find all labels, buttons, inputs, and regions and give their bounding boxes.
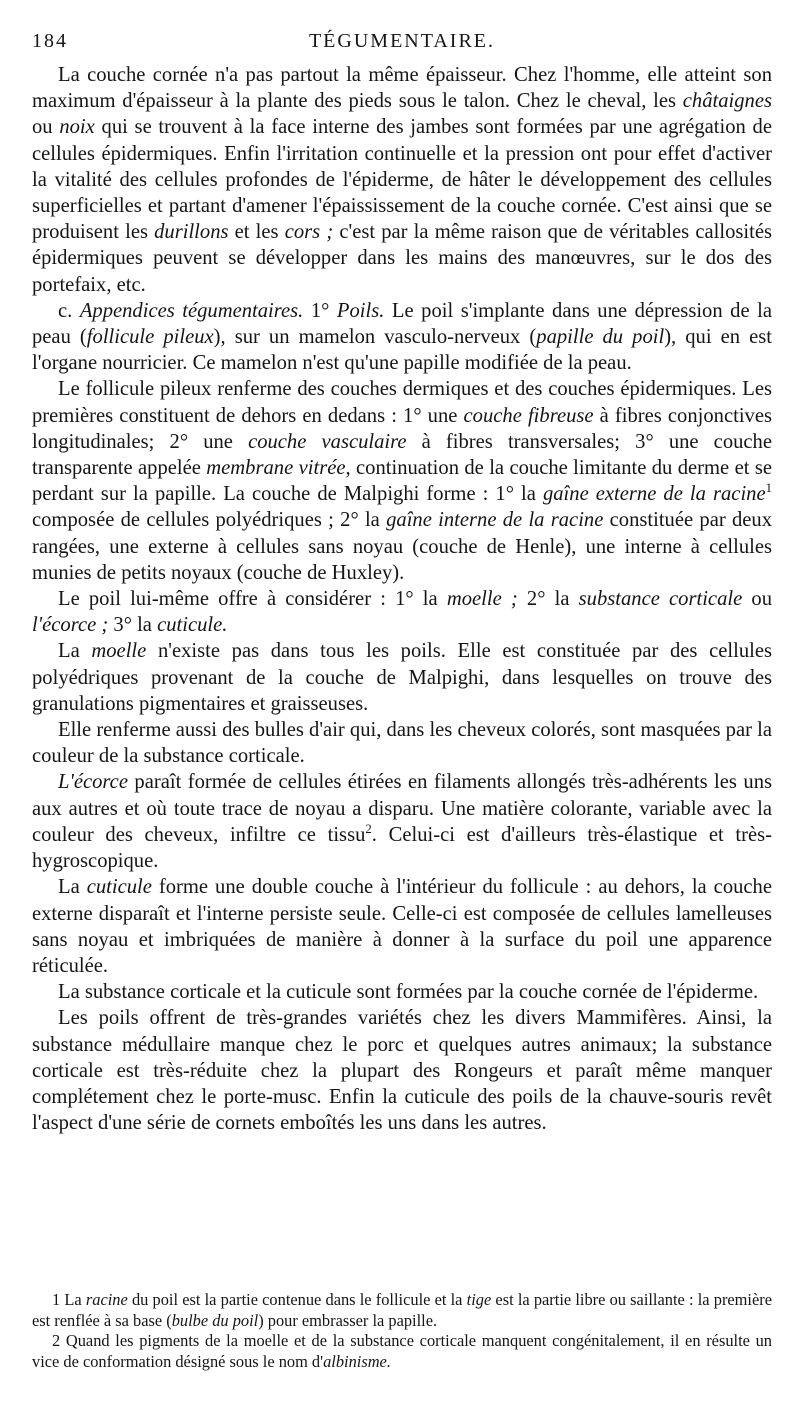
paragraph: Elle renferme aussi des bulles d'air qui, dans les cheveux colorés, sont masquées par la couleur de la substance corticale. <box>32 719 772 768</box>
italic-text: substance corticale <box>578 588 743 611</box>
running-title: TÉGUMENTAIRE. <box>308 30 496 52</box>
italic-text: gaîne externe de la racine <box>542 483 766 506</box>
italic-text: membrane vitrée <box>206 457 346 480</box>
italic-text: cors ; <box>284 221 334 244</box>
paragraph: Le follicule pileux renferme des couches dermiques et des couches épidermiques. Les premières constituent de dehors en dedans : 1° une couche fibreuse à fibres conjonctives longitudinales; 2° une couche vasculaire à fibres transversales; 3° une couche transparente appelée membrane vitrée, continuation de la couche limitante du derme et se perdant sur la papille. La couche de Malpighi forme : 1° la gaîne externe de la racine$^1$ composée de cellules polyédriques ; 2° la gaîne interne de la racine constituée par deux rangées, une externe à cellules sans noyau (couche de Henle), une interne à cellules munies de petits noyaux (couche de Huxley). <box>32 378 773 584</box>
italic-text: l'écorce ; <box>32 614 109 637</box>
footnote-reference: 2 <box>365 822 372 837</box>
italic-text: moelle <box>91 640 147 663</box>
paragraph: La moelle n'existe pas dans tous les poils. Elle est constituée par des cellules polyédriques provenant de la couche de Malpighi, dans lesquelles on trouve des granulations pigmentaires et graisseuses. <box>32 640 773 715</box>
italic-text: Appendices tégumentaires. <box>79 299 304 322</box>
paragraph: Les poils offrent de très-grandes variétés chez les divers Mammifères. Ainsi, la substance médullaire manque chez le porc et quelques autres animaux; la substance corticale est très-réduite chez la plupart des Rongeurs et paraît même manquer complétement chez le porte-musc. Enfin la cuticule des poils de la chauve-souris revêt l'aspect d'une série de cornets emboîtés les uns dans les autres. <box>32 1007 772 1135</box>
italic-text: châtaignes <box>682 90 772 113</box>
italic-text: follicule pileux <box>86 326 214 349</box>
italic-text: noix <box>59 116 95 139</box>
italic-text: moelle ; <box>446 588 518 611</box>
italic-text: racine <box>85 1290 128 1309</box>
main-text <box>32 62 772 1136</box>
paragraph: c. Appendices tégumentaires. 1° Poils. Le poil s'implante dans une dépression de la peau (follicule pileux), sur un mamelon vasculo-nerveux (papille du poil), qui en est l'organe nourricier. Ce mamelon n'est qu'une papille modifiée de la peau. <box>32 299 772 375</box>
paragraph: L'écorce paraît formée de cellules étirées en filaments allongés très-adhérents les uns aux autres et où toute trace de noyau a disparu. Une matière colorante, variable avec la couleur des cheveux, infiltre ce tissu$^2$. Celui-ci est d'ailleurs très-élastique et très-hygroscopique. <box>32 771 772 873</box>
paragraph: La cuticule forme une double couche à l'intérieur du follicule : au dehors, la couche externe disparaît et l'interne persiste seule. Celle-ci est composée de cellules lamelleuses sans noyau et imbriquées de manière à donner à la surface du poil une apparence réticulée. <box>32 876 772 977</box>
italic-text: couche vasculaire <box>248 430 407 453</box>
page-number: 184 <box>32 30 68 52</box>
paragraph: La couche cornée n'a pas partout la même épaisseur. Chez l'homme, elle atteint son maximum d'épaisseur à la plante des pieds sous le talon. Chez le cheval, les châtaignes ou noix qui se trouvent à la face interne des jambes sont formées par une agrégation de cellules épidermiques. Enfin l'irritation continuelle et la pression ont pour effet d'activer la vitalité des cellules profondes de l'épiderme, de hâter le développement des cellules superficielles et partant d'amener l'épaississement de la couche cornée. C'est ainsi que se produisent les durillons et les cors ; c'est par la même raison que de véritables callosités épidermiques peuvent se développer dans les mains des manœuvres, sur le dos des portefaix, etc. <box>32 64 772 296</box>
footnote: 1 La racine du poil est la partie contenue dans le follicule et la tige est la partie libre ou saillante : la première est renflée à sa base (bulbe du poil) pour embrasser la papille. <box>32 1290 772 1330</box>
footnote: 2 Quand les pigments de la moelle et de la substance corticale manquent congénitalement, il en résulte un vice de conformation désigné sous le nom d'albinisme. <box>32 1331 772 1371</box>
footnote-reference: 1 <box>765 481 772 496</box>
italic-text: bulbe du poil <box>171 1310 259 1330</box>
paragraph: Le poil lui-même offre à considérer : 1° la moelle ; 2° la substance corticale ou l'écorce ; 3° la cuticule. <box>32 588 773 637</box>
italic-text: Poils. <box>336 299 385 322</box>
italic-text: L'écorce <box>58 771 128 794</box>
page-header <box>32 30 772 58</box>
italic-text: papille du poil <box>536 326 665 349</box>
italic-text: cuticule. <box>157 614 228 637</box>
footnotes <box>32 1290 772 1372</box>
italic-text: couche fibreuse <box>463 404 594 427</box>
italic-text: gaîne interne de la racine <box>386 509 604 532</box>
italic-text: tige <box>466 1290 492 1309</box>
italic-text: cuticule <box>86 876 152 899</box>
italic-text: albinisme. <box>323 1351 391 1371</box>
italic-text: durillons <box>154 221 229 244</box>
paragraph: La substance corticale et la cuticule sont formées par la couche cornée de l'épiderme. <box>58 981 759 1004</box>
